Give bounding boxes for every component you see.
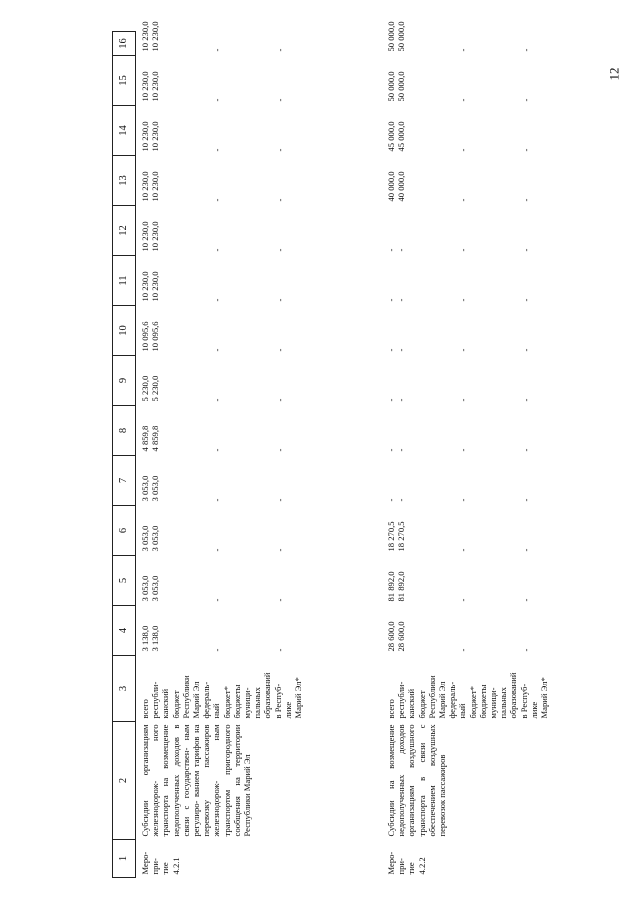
- value-line: 50 000,0: [396, 21, 407, 52]
- measure-code-line: при-: [396, 858, 407, 875]
- value-line: -: [274, 48, 285, 52]
- column-header: 7: [113, 456, 136, 506]
- funding-source-line: федераль-: [447, 681, 458, 719]
- column-header: 11: [113, 256, 136, 306]
- column-header: 4: [113, 606, 136, 656]
- value-line: -: [396, 298, 407, 302]
- value-line: 10 230,0: [150, 21, 161, 52]
- value-line: -: [520, 48, 531, 52]
- value-line: -: [212, 148, 223, 152]
- rotated-table-area: [112, 21, 630, 878]
- year-value-cell: [382, 56, 603, 106]
- column-header: 14: [113, 106, 136, 156]
- year-value-cell: [136, 206, 383, 256]
- measure-code-line: тие: [406, 862, 417, 875]
- value-line: 10 230,0: [150, 171, 161, 202]
- value-line: 18 270,5: [386, 521, 396, 552]
- funding-source-line: образований: [262, 672, 273, 719]
- value-line: -: [396, 498, 407, 502]
- table-row: [136, 32, 383, 878]
- value-line: 10 095,6: [140, 321, 150, 352]
- value-line: 50 000,0: [386, 21, 396, 52]
- value-line: 45 000,0: [386, 121, 396, 152]
- value-line: 50 000,0: [396, 71, 407, 102]
- funding-source-line: канский: [160, 688, 171, 719]
- value-line: -: [212, 348, 223, 352]
- value-line: -: [212, 198, 223, 202]
- year-value-cell: [382, 406, 603, 456]
- column-header: 13: [113, 156, 136, 206]
- funding-source-line: образований: [508, 672, 519, 719]
- value-line: -: [386, 498, 396, 502]
- funding-source-line: бюджеты: [231, 684, 242, 719]
- year-value-cell: [136, 56, 383, 106]
- value-line: 3 053,0: [140, 475, 150, 502]
- measure-code-cell: [136, 840, 383, 878]
- measure-code-line: Меро-: [140, 851, 150, 875]
- value-line: -: [274, 98, 285, 102]
- value-line: 28 600,0: [396, 621, 407, 652]
- value-line: 10 095,6: [150, 321, 161, 352]
- year-value-cell: [382, 306, 603, 356]
- value-line: -: [212, 498, 223, 502]
- page-number: 12: [606, 67, 622, 81]
- value-line: 50 000,0: [386, 71, 396, 102]
- funding-source-line: бюджет: [416, 690, 427, 719]
- funding-source-line: ный: [457, 703, 468, 719]
- value-line: -: [458, 198, 469, 202]
- value-line: 3 053,0: [150, 525, 161, 552]
- value-line: 10 230,0: [140, 271, 150, 302]
- value-line: -: [520, 648, 531, 652]
- funding-source-line: лике: [282, 701, 293, 719]
- year-value-cell: [382, 206, 603, 256]
- table-row: [382, 32, 603, 878]
- value-line: -: [520, 448, 531, 452]
- value-line: 3 138,0: [140, 625, 150, 652]
- year-value-cell: [136, 256, 383, 306]
- funding-source-line: Республики: [426, 675, 437, 719]
- year-value-cell: [382, 456, 603, 506]
- value-line: -: [386, 348, 396, 352]
- value-line: 10 230,0: [150, 221, 161, 252]
- funding-source-line: федераль-: [201, 681, 212, 719]
- year-value-cell: [136, 406, 383, 456]
- funding-source-line: в Респуб-: [518, 683, 529, 719]
- value-line: 10 230,0: [140, 21, 150, 52]
- year-value-cell: [136, 21, 383, 56]
- value-line: 18 270,5: [396, 521, 407, 552]
- value-line: -: [520, 348, 531, 352]
- budget-table: [112, 21, 603, 878]
- value-line: -: [458, 398, 469, 402]
- value-line: -: [458, 498, 469, 502]
- column-header: 15: [113, 56, 136, 106]
- funding-source-line: республи-: [396, 681, 407, 719]
- funding-source-line: канский: [406, 688, 417, 719]
- value-line: -: [520, 598, 531, 602]
- value-line: -: [212, 98, 223, 102]
- column-header: 9: [113, 356, 136, 406]
- funding-source-line: лике: [528, 701, 539, 719]
- column-header: 6: [113, 506, 136, 556]
- funding-source-line: бюджет: [170, 690, 181, 719]
- value-line: -: [396, 448, 407, 452]
- value-line: -: [520, 98, 531, 102]
- column-header: 16: [113, 32, 136, 56]
- value-line: 5 230,0: [140, 375, 150, 402]
- measure-code-line: 4.2.2: [416, 857, 427, 875]
- value-line: -: [458, 98, 469, 102]
- funding-source-line: муници-: [242, 687, 253, 719]
- value-line: -: [212, 398, 223, 402]
- year-value-cell: [382, 356, 603, 406]
- value-line: 10 230,0: [140, 121, 150, 152]
- value-line: -: [212, 598, 223, 602]
- measure-code-line: при-: [150, 858, 161, 875]
- value-line: -: [458, 298, 469, 302]
- value-line: -: [458, 648, 469, 652]
- value-line: -: [458, 148, 469, 152]
- funding-sources-cell: [136, 656, 383, 722]
- year-value-cell: [136, 606, 383, 656]
- value-line: -: [274, 548, 285, 552]
- value-line: 3 138,0: [150, 625, 161, 652]
- year-value-cell: [136, 356, 383, 406]
- year-value-cell: [136, 306, 383, 356]
- year-value-cell: [382, 106, 603, 156]
- funding-source-line: бюджет*: [467, 686, 478, 719]
- value-line: 40 000,0: [396, 171, 407, 202]
- funding-source-line: муници-: [488, 687, 499, 719]
- value-line: 45 000,0: [396, 121, 407, 152]
- column-header: 3: [113, 656, 136, 722]
- column-header: 10: [113, 306, 136, 356]
- value-line: -: [520, 498, 531, 502]
- value-line: -: [386, 448, 396, 452]
- value-line: -: [520, 148, 531, 152]
- value-line: -: [396, 248, 407, 252]
- funding-source-line: пальных: [498, 687, 509, 719]
- value-line: -: [458, 248, 469, 252]
- value-line: -: [520, 198, 531, 202]
- funding-source-line: бюджет*: [221, 686, 232, 719]
- value-line: 40 000,0: [386, 171, 396, 202]
- value-line: -: [520, 248, 531, 252]
- year-value-cell: [382, 506, 603, 556]
- value-line: -: [212, 448, 223, 452]
- value-line: -: [212, 248, 223, 252]
- value-line: -: [520, 398, 531, 402]
- value-line: 10 230,0: [140, 221, 150, 252]
- value-line: -: [274, 248, 285, 252]
- value-line: 81 892,0: [386, 571, 396, 602]
- year-value-cell: [136, 456, 383, 506]
- value-line: 3 053,0: [150, 575, 161, 602]
- value-line: 10 230,0: [150, 121, 161, 152]
- year-value-cell: [382, 606, 603, 656]
- value-line: -: [520, 548, 531, 552]
- year-value-cell: [136, 156, 383, 206]
- funding-source-line: Марий Эл*: [539, 677, 550, 719]
- value-line: -: [458, 48, 469, 52]
- value-line: 3 053,0: [140, 575, 150, 602]
- column-header: 5: [113, 556, 136, 606]
- value-line: -: [212, 48, 223, 52]
- value-line: 4 859,8: [150, 425, 161, 452]
- value-line: 3 053,0: [140, 525, 150, 552]
- value-line: -: [274, 198, 285, 202]
- funding-source-line: Марий Эл: [437, 681, 448, 719]
- year-value-cell: [382, 556, 603, 606]
- value-line: -: [458, 598, 469, 602]
- value-line: 10 230,0: [140, 71, 150, 102]
- value-line: 3 053,0: [150, 475, 161, 502]
- column-header: 12: [113, 206, 136, 256]
- year-value-cell: [382, 156, 603, 206]
- value-line: -: [458, 348, 469, 352]
- value-line: 81 892,0: [396, 571, 407, 602]
- measure-code-cell: [382, 840, 603, 878]
- value-line: -: [274, 148, 285, 152]
- funding-source-line: Республики: [180, 675, 191, 719]
- value-line: -: [396, 398, 407, 402]
- value-line: 4 859,8: [140, 425, 150, 452]
- funding-source-line: всего: [140, 699, 150, 719]
- measure-code-line: тие: [160, 862, 171, 875]
- year-value-cell: [382, 256, 603, 306]
- value-line: -: [274, 398, 285, 402]
- measure-code-line: 4.2.1: [170, 857, 181, 875]
- funding-source-line: в Респуб-: [272, 683, 283, 719]
- value-line: -: [386, 298, 396, 302]
- year-value-cell: [136, 506, 383, 556]
- value-line: -: [212, 648, 223, 652]
- measure-code-line: Меро-: [386, 851, 396, 875]
- value-line: -: [212, 548, 223, 552]
- funding-source-line: ный: [211, 703, 222, 719]
- value-line: -: [274, 648, 285, 652]
- value-line: -: [458, 448, 469, 452]
- value-line: -: [520, 298, 531, 302]
- value-line: 10 230,0: [150, 71, 161, 102]
- value-line: 10 230,0: [140, 171, 150, 202]
- measure-description: Субсидии организациям железнодорож- ного транспорта на возмещение недополученных доходов в связи с государствен- ным регулиро- ванием тарифов на перевозку пассажиров железнодорож- ным транспортом пригородного сообщения на территории Республики Марий Эл: [140, 724, 253, 837]
- value-line: 5 230,0: [150, 375, 161, 402]
- value-line: 28 600,0: [386, 621, 396, 652]
- value-line: -: [396, 348, 407, 352]
- value-line: -: [274, 298, 285, 302]
- value-line: -: [458, 548, 469, 552]
- year-value-cell: [136, 106, 383, 156]
- value-line: -: [386, 398, 396, 402]
- value-line: -: [386, 248, 396, 252]
- funding-source-line: бюджеты: [477, 684, 488, 719]
- column-header: 8: [113, 406, 136, 456]
- year-value-cell: [382, 21, 603, 56]
- value-line: -: [274, 498, 285, 502]
- value-line: -: [212, 298, 223, 302]
- value-line: -: [274, 598, 285, 602]
- value-line: 10 230,0: [150, 271, 161, 302]
- value-line: -: [274, 448, 285, 452]
- year-value-cell: [136, 556, 383, 606]
- funding-source-line: Марий Эл: [191, 681, 202, 719]
- column-header: 1: [113, 840, 136, 878]
- measure-description: Субсидии на возмещение недополученных доходов организациям воздушного транспорта в связи с обеспечением воздушных перевозок пассажиров: [386, 724, 448, 837]
- value-line: -: [274, 348, 285, 352]
- funding-source-line: Марий Эл*: [293, 677, 304, 719]
- column-header: 2: [113, 722, 136, 840]
- funding-source-line: республи-: [150, 681, 161, 719]
- funding-source-line: всего: [386, 699, 396, 719]
- header-row: [113, 32, 136, 878]
- funding-source-line: пальных: [252, 687, 263, 719]
- funding-sources-cell: [382, 656, 603, 722]
